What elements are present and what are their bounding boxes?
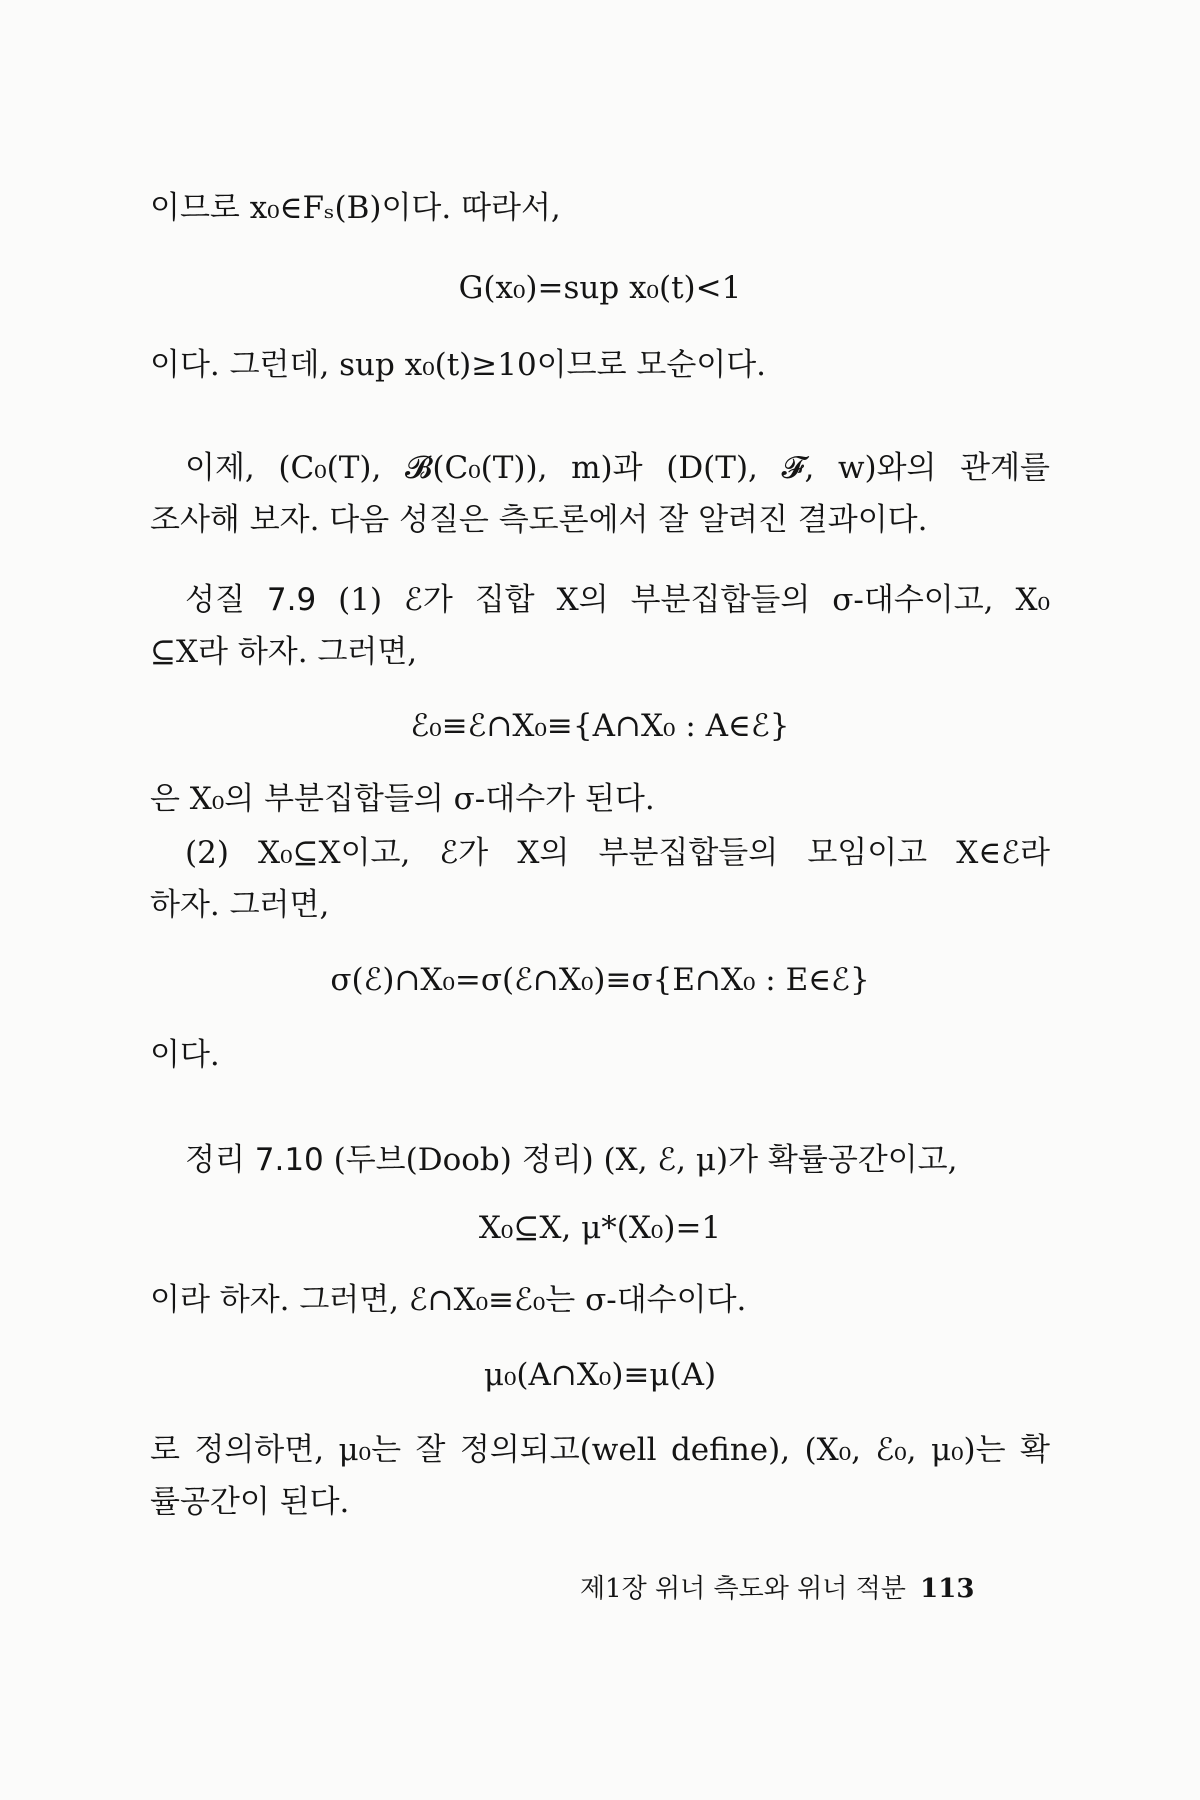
proposition-line: ⊆X라 하자. 그러면, — [150, 634, 418, 670]
theorem-line: 률공간이 된다. — [150, 1484, 350, 1520]
paragraph-line: 조사해 보자. 다음 성질은 측도론에서 잘 알려진 결과이다. — [150, 502, 928, 538]
paragraph-line: 이제, (C₀(T), 𝓑(C₀(T)), m)과 (D(T), 𝓕, w)와의 관계를 — [185, 450, 1050, 486]
proposition-line: (2) X₀⊆X이고, ℰ가 X의 부분집합들의 모임이고 X∈ℰ라 — [185, 835, 1050, 871]
proposition-label: 성질 7.9 — [185, 582, 317, 618]
theorem-label: 정리 7.10 — [185, 1142, 324, 1178]
equation-sigma-algebra: ℰ₀≡ℰ∩X₀≡{A∩X₀ : A∈ℰ} — [410, 708, 790, 744]
chapter-title: 제1장 위너 측도와 위너 적분 — [580, 1574, 906, 1604]
equation-generated-sigma: σ(ℰ)∩X₀=σ(ℰ∩X₀)≡σ{E∩X₀ : E∈ℰ} — [330, 962, 870, 998]
proposition-line: 이다. — [150, 1037, 220, 1073]
equation-g: G(x₀)=sup x₀(t)<1 — [458, 270, 742, 306]
theorem-line: 로 정의하면, μ₀는 잘 정의되고(well define), (X₀, ℰ₀, μ₀)는 확 — [150, 1432, 1050, 1468]
theorem-heading-line — [185, 1140, 1050, 1180]
page-number: 113 — [920, 1574, 975, 1604]
proposition-line: 은 X₀의 부분집합들의 σ-대수가 된다. — [150, 781, 655, 817]
text-line: 이므로 x₀∈Fₛ(B)이다. 따라서, — [150, 190, 561, 226]
equation-measure-def: μ₀(A∩X₀)≡μ(A) — [483, 1357, 717, 1393]
page-footer — [580, 1568, 974, 1605]
equation-outer-measure: X₀⊆X, μ*(X₀)=1 — [478, 1210, 722, 1246]
text-line: 이다. 그런데, sup x₀(t)≥10이므로 모순이다. — [150, 347, 767, 383]
theorem-text: (두브(Doob) 정리) (X, ℰ, μ)가 확률공간이고, — [333, 1142, 958, 1178]
proposition-heading-line — [185, 580, 1050, 620]
proposition-text: (1) ℰ가 집합 X의 부분집합들의 σ-대수이고, X₀ — [338, 582, 1050, 618]
proposition-line: 하자. 그러면, — [150, 887, 330, 923]
theorem-line: 이라 하자. 그러면, ℰ∩X₀≡ℰ₀는 σ-대수이다. — [150, 1282, 747, 1318]
